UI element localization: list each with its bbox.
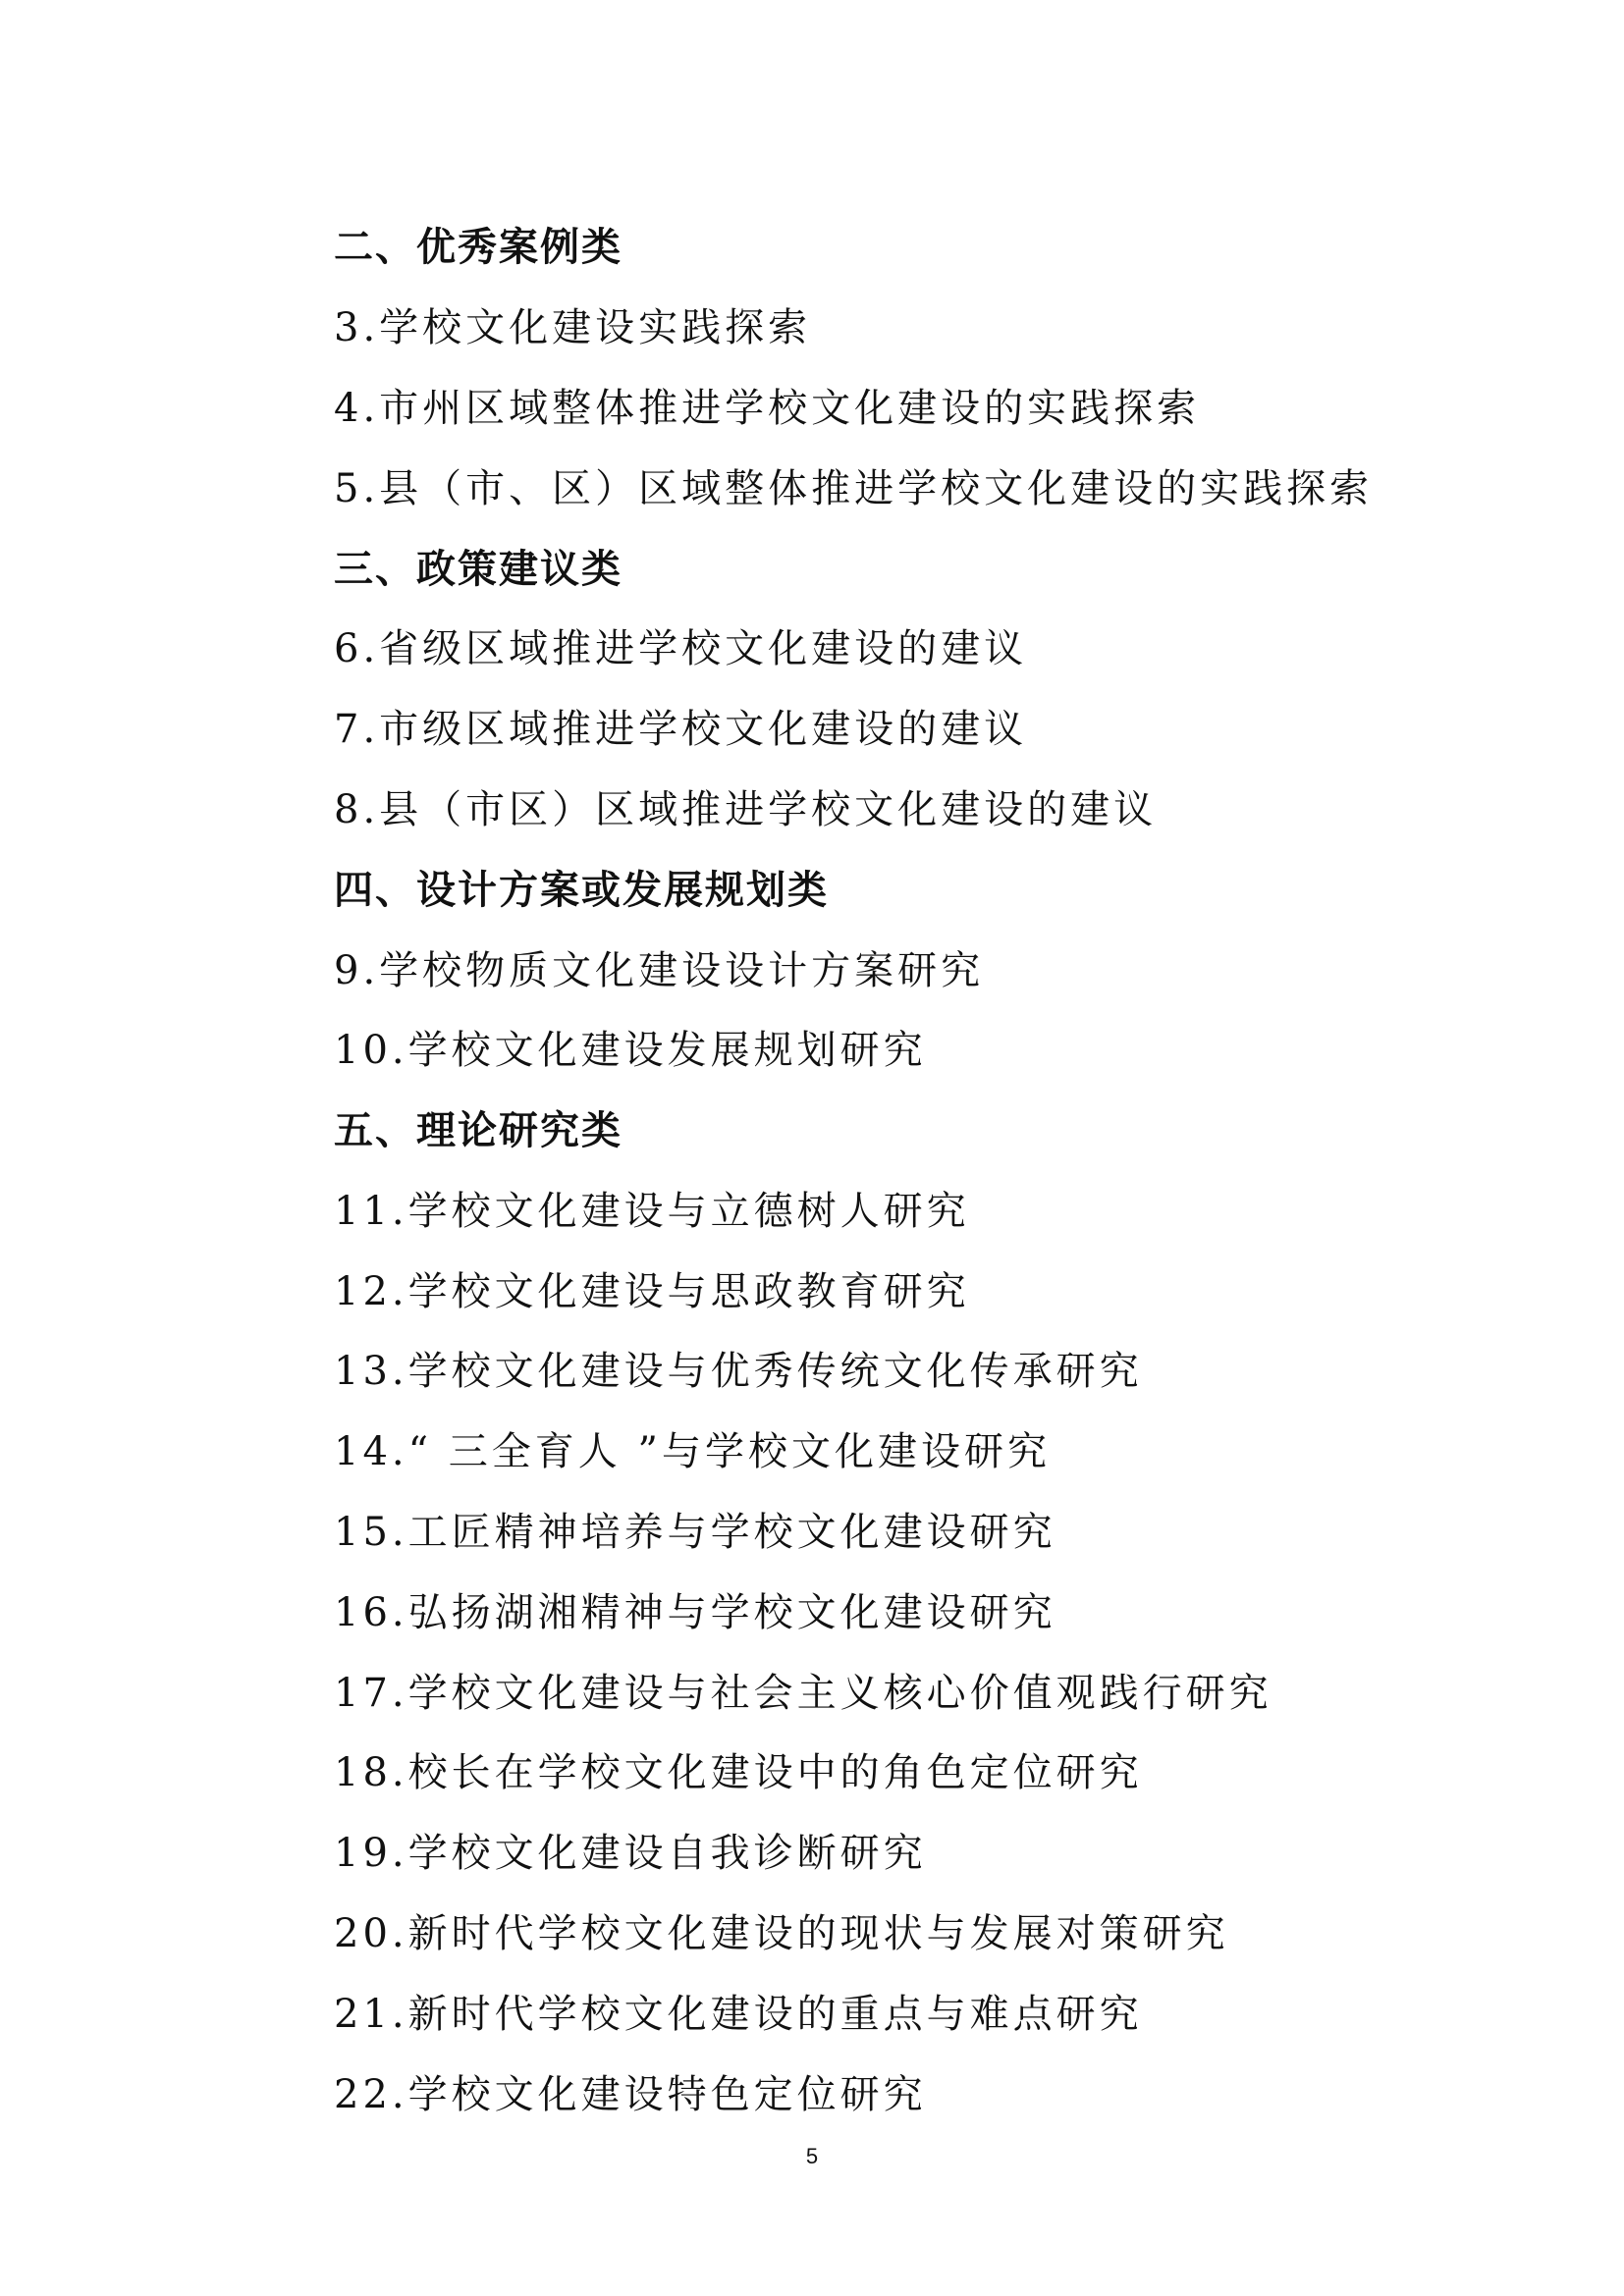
list-item: 9.学校物质文化建设设计方案研究 xyxy=(334,948,985,993)
list-item: 22.学校文化建设特色定位研究 xyxy=(334,2072,927,2117)
section-heading-policy: 三、政策建议类 xyxy=(334,547,623,592)
section-heading-cases: 二、优秀案例类 xyxy=(334,225,623,270)
list-item: 14.“ 三全育人 ”与学校文化建设研究 xyxy=(334,1429,1051,1474)
list-item: 16.弘扬湖湘精神与学校文化建设研究 xyxy=(334,1590,1056,1635)
list-item: 7.市级区域推进学校文化建设的建议 xyxy=(334,707,1028,752)
list-item: 19.学校文化建设自我诊断研究 xyxy=(334,1831,927,1876)
list-item: 4.市州区域整体推进学校文化建设的实践探索 xyxy=(334,386,1201,431)
list-item: 20.新时代学校文化建设的现状与发展对策研究 xyxy=(334,1911,1229,1956)
list-item: 21.新时代学校文化建设的重点与难点研究 xyxy=(334,1992,1143,2037)
section-heading-design: 四、设计方案或发展规划类 xyxy=(334,868,829,913)
list-item: 18.校长在学校文化建设中的角色定位研究 xyxy=(334,1750,1143,1795)
section-heading-theory: 五、理论研究类 xyxy=(334,1108,623,1153)
list-item: 17.学校文化建设与社会主义核心价值观践行研究 xyxy=(334,1671,1272,1716)
list-item: 6.省级区域推进学校文化建设的建议 xyxy=(334,626,1028,671)
list-item: 3.学校文化建设实践探索 xyxy=(334,305,812,350)
page-number: 5 xyxy=(805,2144,819,2168)
list-item: 5.县（市、区）区域整体推进学校文化建设的实践探索 xyxy=(334,466,1374,511)
list-item: 10.学校文化建设发展规划研究 xyxy=(334,1028,927,1073)
list-item: 12.学校文化建设与思政教育研究 xyxy=(334,1269,970,1314)
list-item: 15.工匠精神培养与学校文化建设研究 xyxy=(334,1510,1056,1555)
list-item: 13.学校文化建设与优秀传统文化传承研究 xyxy=(334,1349,1143,1394)
list-item: 8.县（市区）区域推进学校文化建设的建议 xyxy=(334,787,1158,832)
list-item: 11.学校文化建设与立德树人研究 xyxy=(334,1189,970,1234)
